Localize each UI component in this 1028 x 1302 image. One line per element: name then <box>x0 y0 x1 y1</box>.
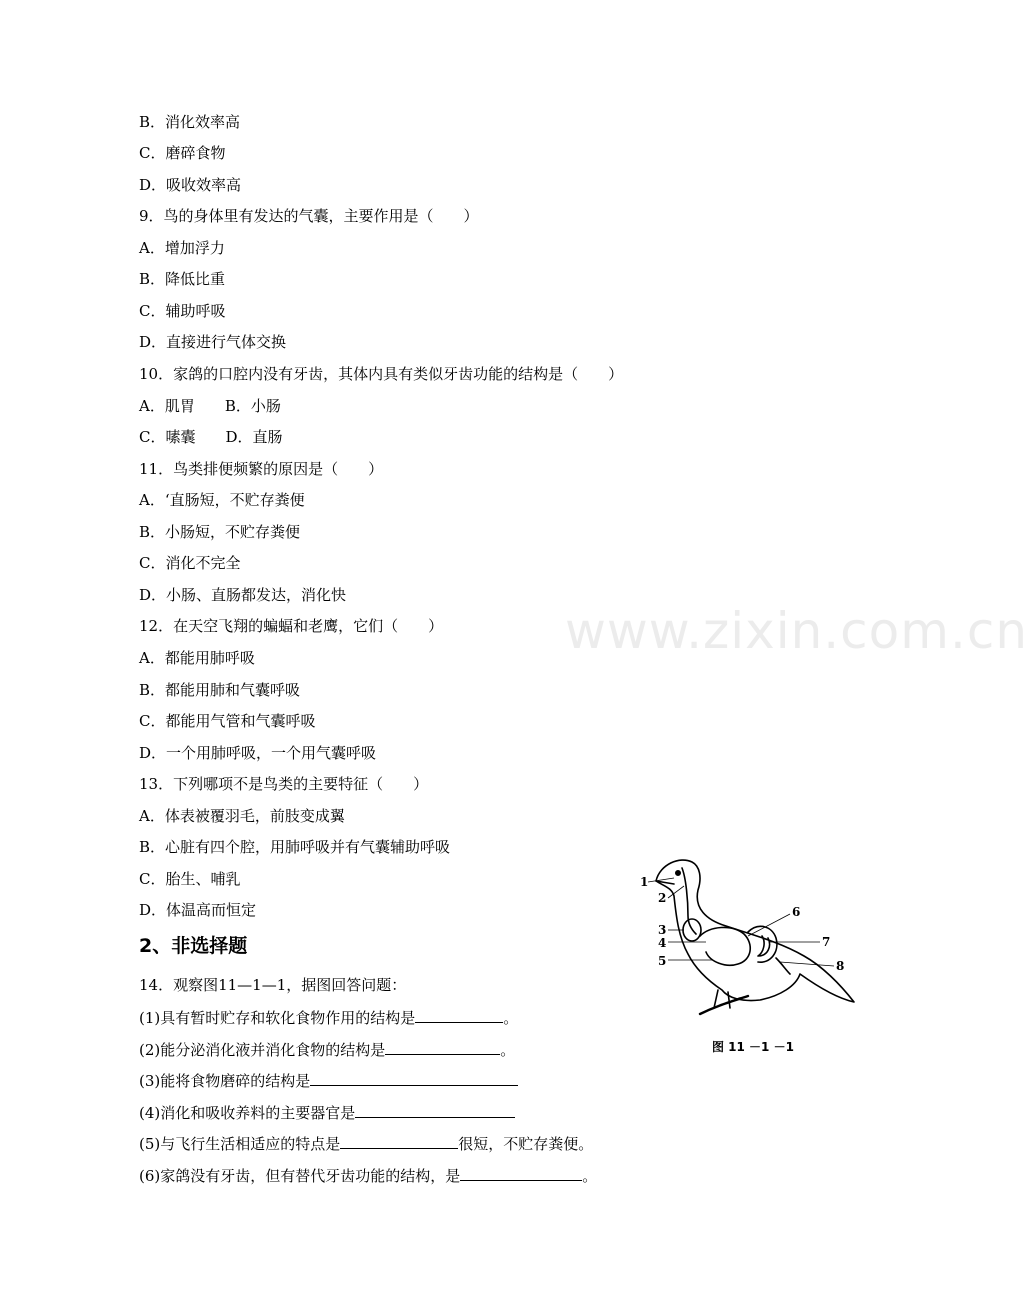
answer-blank[interactable] <box>385 1039 500 1055</box>
fill-item-text: (5)与飞行生活相适应的特点是 <box>139 1135 341 1153</box>
diagram-label: 6 <box>792 905 801 919</box>
answer-blank[interactable] <box>310 1070 518 1086</box>
fill-item-5 <box>139 1133 593 1154</box>
option-d-q9: D．直接进行气体交换 <box>139 333 287 351</box>
question-13: 13．下列哪项不是鸟类的主要特征（ ） <box>139 775 429 793</box>
fill-item-suffix: 。 <box>500 1041 516 1059</box>
option-a-q11: A．‘直肠短，不贮存粪便 <box>139 491 305 509</box>
diagram-label: 2 <box>658 891 667 905</box>
question-9: 9．鸟的身体里有发达的气囊，主要作用是（ ） <box>139 207 479 225</box>
option-c-q12: C．都能用气管和气囊呼吸 <box>139 712 316 730</box>
answer-blank[interactable] <box>340 1133 458 1149</box>
diagram-label: 1 <box>640 875 649 889</box>
fill-item-text: (1)具有暂时贮存和软化食物作用的结构是 <box>139 1009 416 1027</box>
options-ab-q10: A．肌胃 B．小肠 <box>139 397 281 415</box>
option-b-q11: B．小肠短，不贮存粪便 <box>139 523 301 541</box>
fill-item-1 <box>139 1007 518 1028</box>
fill-item-2 <box>139 1039 515 1060</box>
diagram-label: 4 <box>658 936 667 950</box>
option-d-q8: D．吸收效率高 <box>139 176 242 194</box>
fill-item-text: (4)消化和吸收养料的主要器官是 <box>139 1104 356 1122</box>
option-c-q8: C．磨碎食物 <box>139 144 226 162</box>
options-cd-q10: C．嗉囊 D．直肠 <box>139 428 283 446</box>
diagram-label: 3 <box>658 923 667 937</box>
diagram-label: 8 <box>836 959 845 973</box>
fill-item-text: (3)能将食物磨碎的结构是 <box>139 1072 311 1090</box>
option-c-q9: C．辅助呼吸 <box>139 302 226 320</box>
question-14: 14．观察图11—1—1，据图回答问题： <box>139 976 407 994</box>
option-c-q13: C．胎生、哺乳 <box>139 870 241 888</box>
figure-caption: 图 11 －1 －1 <box>712 1040 794 1054</box>
option-b-q13: B．心脏有四个腔，用肺呼吸并有气囊辅助呼吸 <box>139 838 451 856</box>
option-b-q8: B．消化效率高 <box>139 113 241 131</box>
diagram-label: 5 <box>658 954 667 968</box>
fill-item-suffix: 。 <box>582 1167 598 1185</box>
leader-lines <box>648 878 834 966</box>
option-d-q12: D．一个用肺呼吸，一个用气囊呼吸 <box>139 744 377 762</box>
option-b-q9: B．降低比重 <box>139 270 226 288</box>
section-heading: 2、非选择题 <box>139 935 248 957</box>
pigeon-digestive-diagram <box>630 850 860 1020</box>
fill-item-3 <box>139 1070 518 1091</box>
option-b-q12: B．都能用肺和气囊呼吸 <box>139 681 301 699</box>
fill-item-suffix: 。 <box>503 1009 519 1027</box>
option-a-q13: A．体表被覆羽毛，前肢变成翼 <box>139 807 345 825</box>
option-a-q9: A．增加浮力 <box>139 239 225 257</box>
fill-item-text: (2)能分泌消化液并消化食物的结构是 <box>139 1041 386 1059</box>
fill-item-4 <box>139 1102 515 1123</box>
fill-item-suffix: 很短，不贮存粪便。 <box>458 1135 594 1153</box>
fill-item-text: (6)家鸽没有牙齿，但有替代牙齿功能的结构，是 <box>139 1167 461 1185</box>
option-d-q13: D．体温高而恒定 <box>139 901 257 919</box>
diagram-label: 7 <box>822 935 831 949</box>
option-d-q11: D．小肠、直肠都发达，消化快 <box>139 586 347 604</box>
question-11: 11．鸟类排便频繁的原因是（ ） <box>139 460 384 478</box>
question-12: 12．在天空飞翔的蝙蝠和老鹰，它们（ ） <box>139 617 444 635</box>
option-c-q11: C．消化不完全 <box>139 554 241 572</box>
answer-blank[interactable] <box>415 1007 503 1023</box>
fill-item-6 <box>139 1165 597 1186</box>
answer-blank[interactable] <box>460 1165 582 1181</box>
option-a-q12: A．都能用肺呼吸 <box>139 649 255 667</box>
question-10: 10．家鸽的口腔内没有牙齿，其体内具有类似牙齿功能的结构是（ ） <box>139 365 624 383</box>
watermark: www.zixin.com.cn <box>565 602 1028 660</box>
answer-blank[interactable] <box>355 1102 515 1118</box>
